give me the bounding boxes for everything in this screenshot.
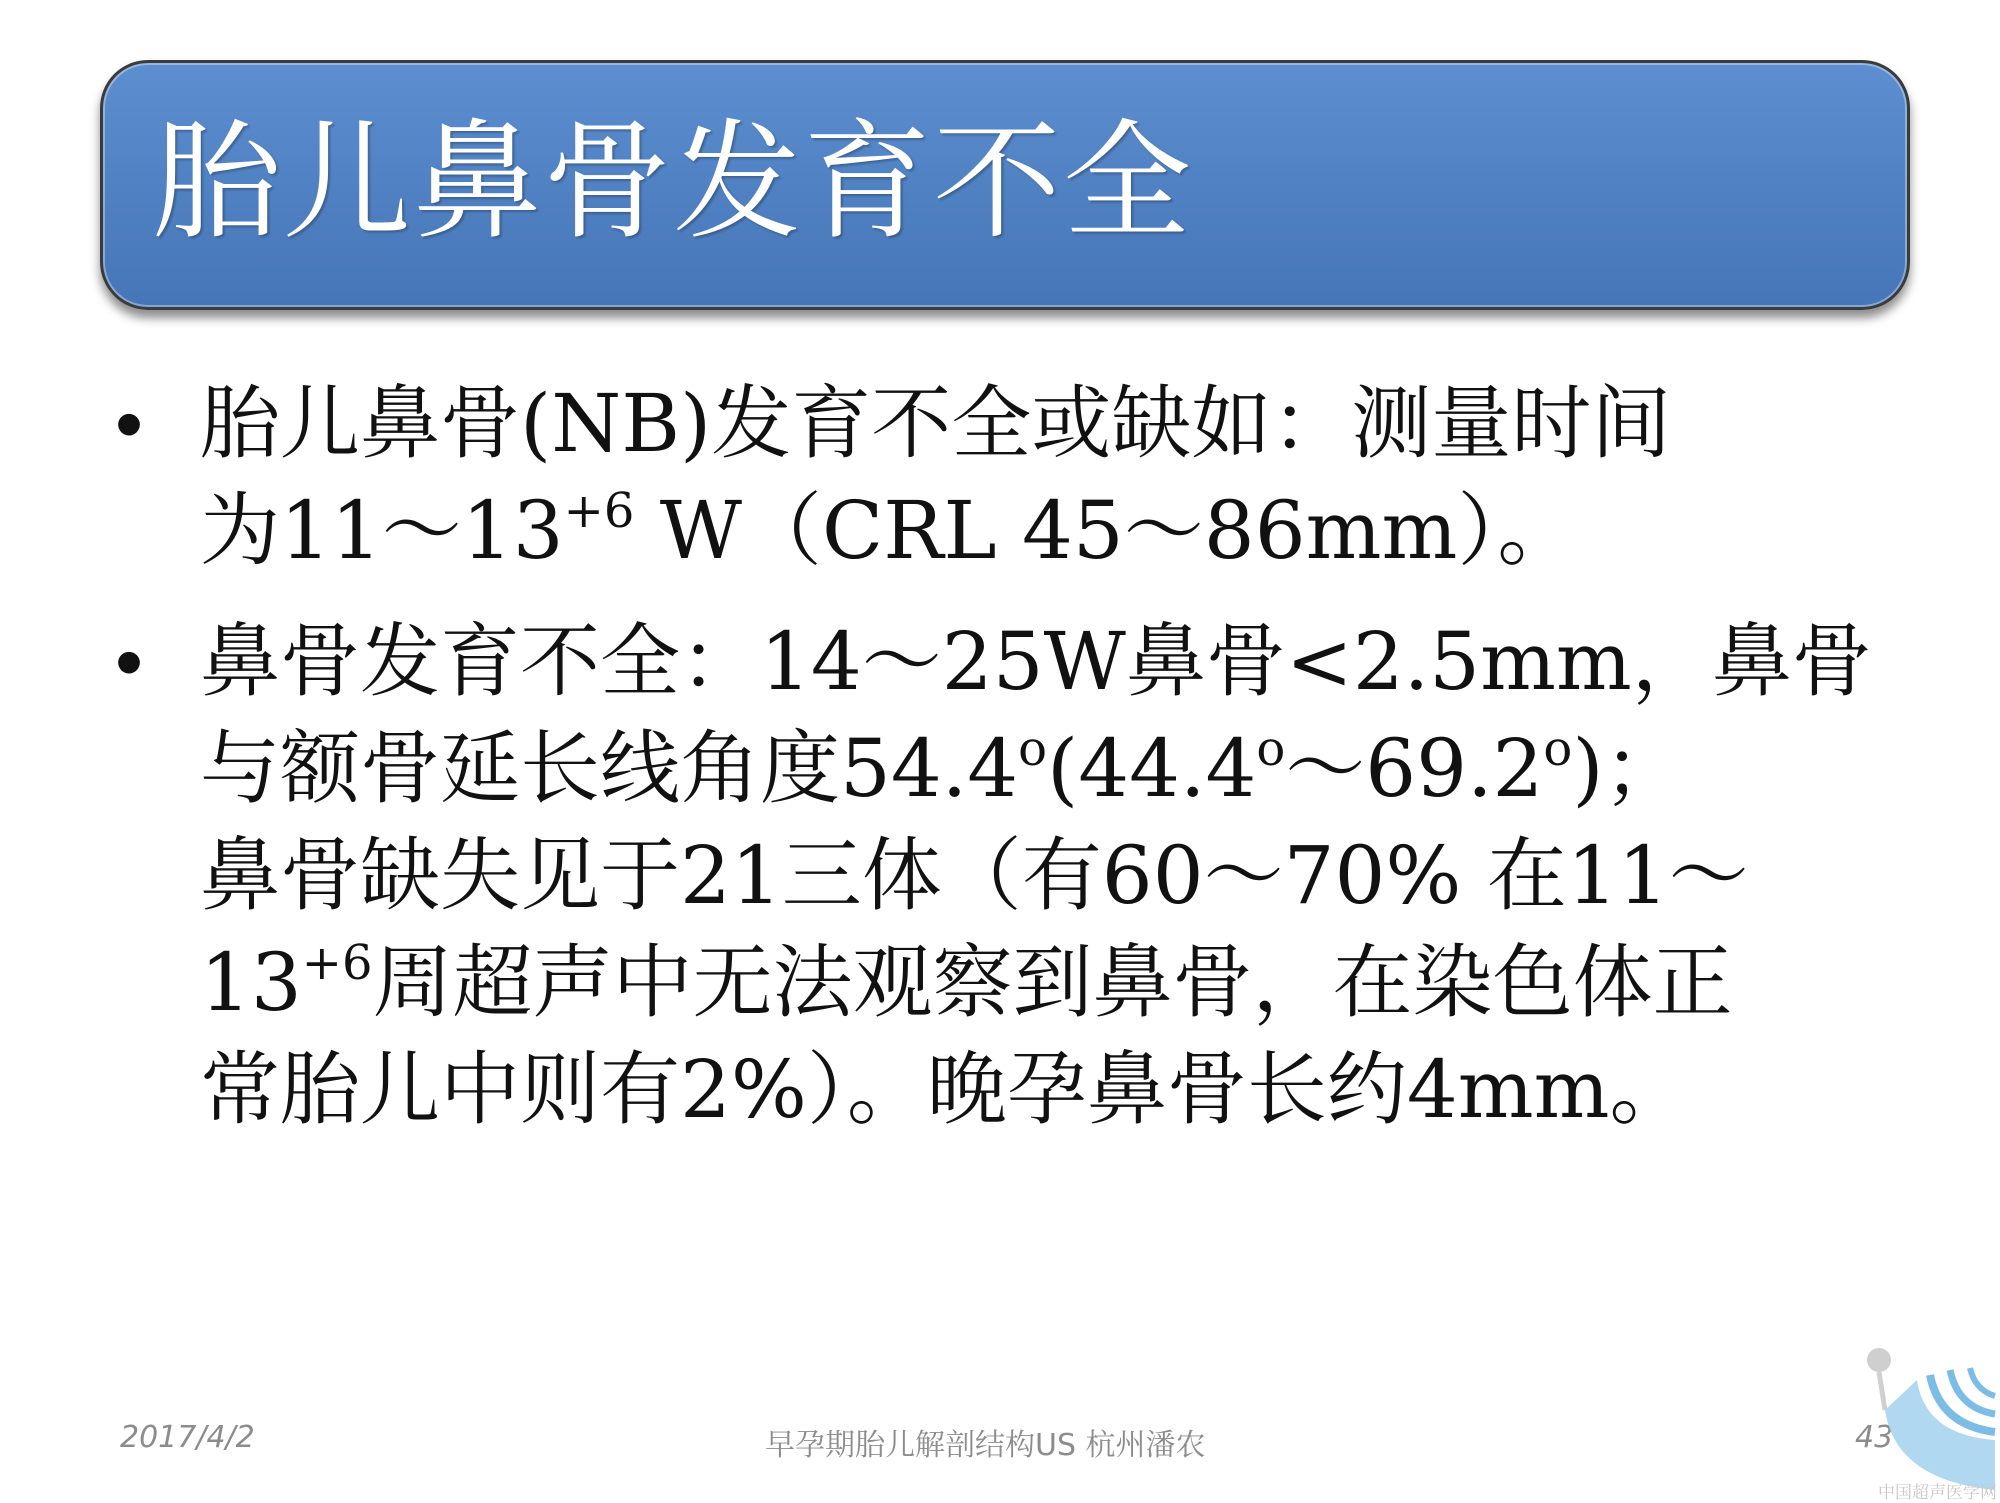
text-run: 鼻骨发育不全：14～25W鼻骨<2.5mm，鼻骨: [200, 615, 1872, 708]
degree-superscript: o: [1018, 721, 1048, 777]
text-run: )；: [1572, 722, 1684, 815]
bullet-2-line-4: [200, 929, 1895, 1036]
text-run: 周超声中无法观察到鼻骨，在染色体正: [372, 936, 1733, 1029]
footer-date: 2017/4/2: [120, 1420, 255, 1455]
bullet-1-line-1: [200, 370, 1895, 477]
text-run: 13: [200, 936, 302, 1029]
slide-content: [115, 370, 1895, 1167]
text-run: (44.4: [1047, 722, 1257, 815]
bullet-item-1: [115, 370, 1895, 584]
slide-title: 胎儿鼻骨发育不全: [153, 108, 1194, 257]
text-run: 鼻骨缺失见于21三体（有60～70% 在11～: [200, 829, 1749, 922]
bullet-2-line-1: [200, 608, 1895, 715]
text-run: ～69.2: [1285, 722, 1544, 815]
superscript: +6: [301, 935, 373, 991]
text-run: W（CRL 45～86mm）。: [634, 484, 1578, 577]
superscript: +6: [563, 483, 635, 539]
text-run: 常胎儿中则有2%）。晚孕鼻骨长约4mm。: [200, 1043, 1690, 1136]
text-run: 胎儿鼻骨(NB)发育不全或缺如：测量时间: [200, 377, 1672, 470]
footer-center-text: 早孕期胎儿解剖结构US 杭州潘农: [765, 1428, 1206, 1463]
bullet-1-line-2: [200, 477, 1895, 584]
bullet-dot-icon: •: [115, 379, 144, 468]
bullet-2-line-3: [200, 822, 1895, 929]
degree-superscript: o: [1543, 721, 1573, 777]
bullet-dot-icon: •: [115, 617, 144, 706]
degree-superscript: o: [1256, 721, 1286, 777]
bullet-2-line-5: [200, 1036, 1895, 1143]
logo-text: 中国超声医学网: [1878, 1483, 1997, 1503]
bullet-item-2: [115, 608, 1895, 1143]
page-number: 43: [1855, 1420, 1894, 1455]
text-run: 为11～13: [200, 484, 564, 577]
text-run: 与额骨延长线角度54.4: [200, 722, 1019, 815]
bullet-2-line-2: [200, 715, 1895, 822]
ultrasound-probe-logo-icon: [1855, 1340, 2000, 1500]
title-bar: [100, 60, 1910, 310]
